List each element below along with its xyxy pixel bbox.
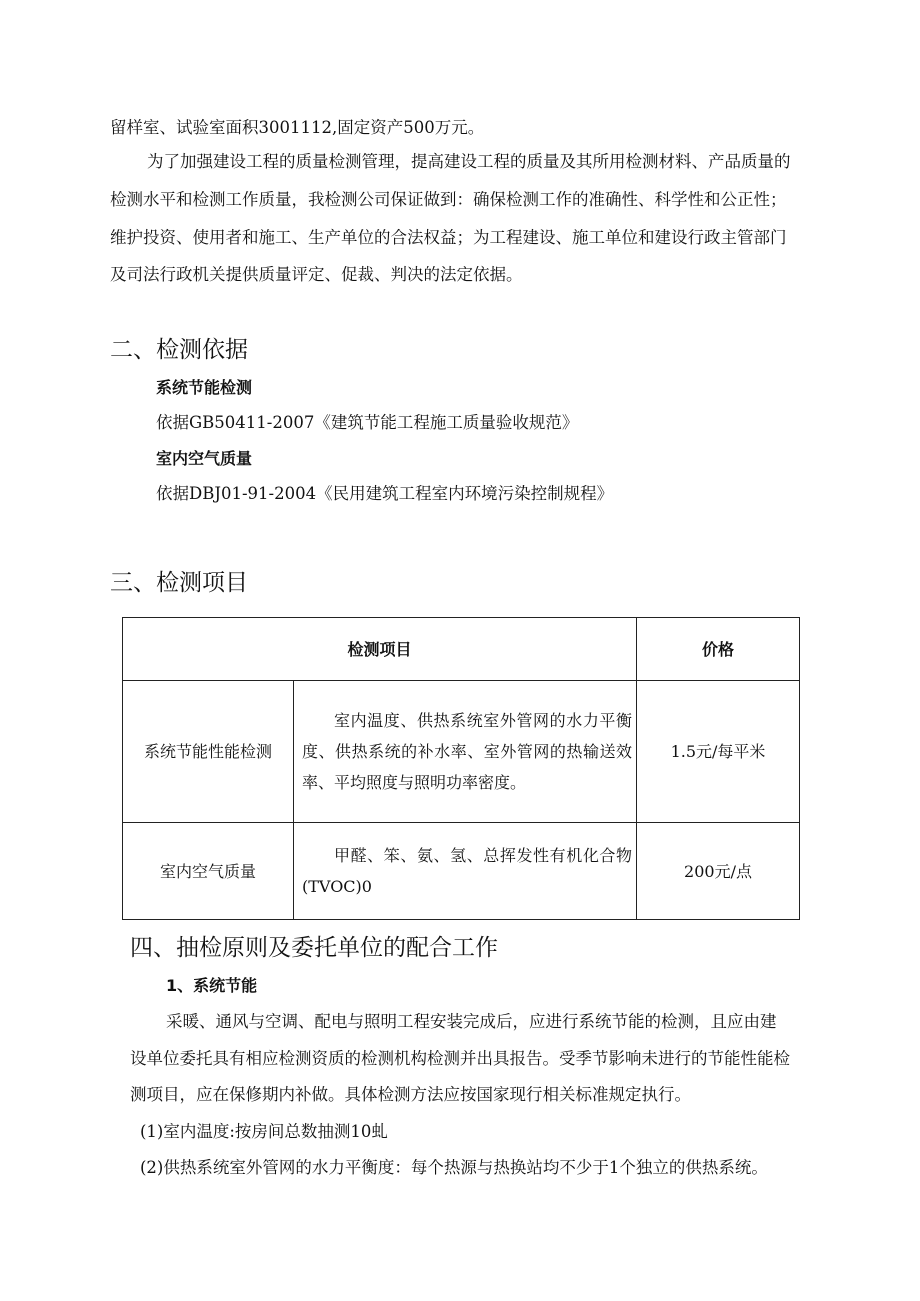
row-desc-cell	[294, 681, 637, 823]
row-name: 室内空气质量	[123, 823, 294, 920]
basis-text-energy: 依据GB50411-2007《建筑节能工程施工质量验收规范》	[156, 413, 579, 432]
basis-text-air: 依据DBJ01-91-2004《民用建筑工程室内环境污染控制规程》	[156, 484, 614, 503]
basis-title-energy: 系统节能检测	[156, 378, 253, 397]
table-header-row	[123, 618, 800, 681]
row-desc: 室内温度、供热系统室外管网的水力平衡度、供热系统的补水率、室外管网的热输送效率、平均照度与照明功率密度。	[302, 711, 633, 792]
list-item: (2)供热系统室外管网的水力平衡度：每个热源与热换站均不少于1个独立的供热系统。	[140, 1158, 768, 1177]
table-row	[123, 823, 800, 920]
basis-title-air: 室内空气质量	[156, 449, 253, 468]
row-desc-cell	[294, 823, 637, 920]
test-items-table	[122, 617, 800, 920]
header-price: 价格	[637, 618, 800, 681]
paragraph-line: 及司法行政机关提供质量评定、促裁、判决的法定依据。	[110, 265, 523, 284]
section-heading-items: 三、检测项目	[110, 570, 248, 596]
paragraph-line: 维护投资、使用者和施工、生产单位的合法权益；为工程建设、施工单位和建设行政主管部门	[110, 228, 787, 247]
header-item: 检测项目	[123, 618, 637, 681]
intro-line: 留样室、试验室面积3001112,固定资产500万元。	[110, 118, 485, 137]
subheading-energy: 1、系统节能	[166, 976, 258, 995]
paragraph-line: 设单位委托具有相应检测资质的检测机构检测并出具报告。受季节影响未进行的节能性能检	[130, 1049, 790, 1068]
section-heading-basis: 二、检测依据	[110, 337, 248, 363]
row-desc: 甲醛、笨、氨、氢、总挥发性有机化合物(TVOC)0	[302, 846, 633, 896]
paragraph-line: 测项目，应在保修期内补做。具体检测方法应按国家现行相关标准规定执行。	[130, 1085, 691, 1104]
list-item: (1)室内温度:按房间总数抽测10虬	[140, 1122, 388, 1141]
row-price: 1.5元/每平米	[637, 681, 800, 823]
paragraph-line: 检测水平和检测工作质量，我检测公司保证做到：确保检测工作的准确性、科学性和公正性；	[110, 190, 787, 209]
table-row	[123, 681, 800, 823]
section-heading-sampling: 四、抽检原则及委托单位的配合工作	[130, 935, 498, 961]
row-price: 200元/点	[637, 823, 800, 920]
paragraph-line: 为了加强建设工程的质量检测管理，提高建设工程的质量及其所用检测材料、产品质量的	[147, 152, 791, 171]
row-name: 系统节能性能检测	[123, 681, 294, 823]
paragraph-line: 采暖、通风与空调、配电与照明工程安装完成后，应进行系统节能的检测，且应由建	[166, 1012, 777, 1031]
